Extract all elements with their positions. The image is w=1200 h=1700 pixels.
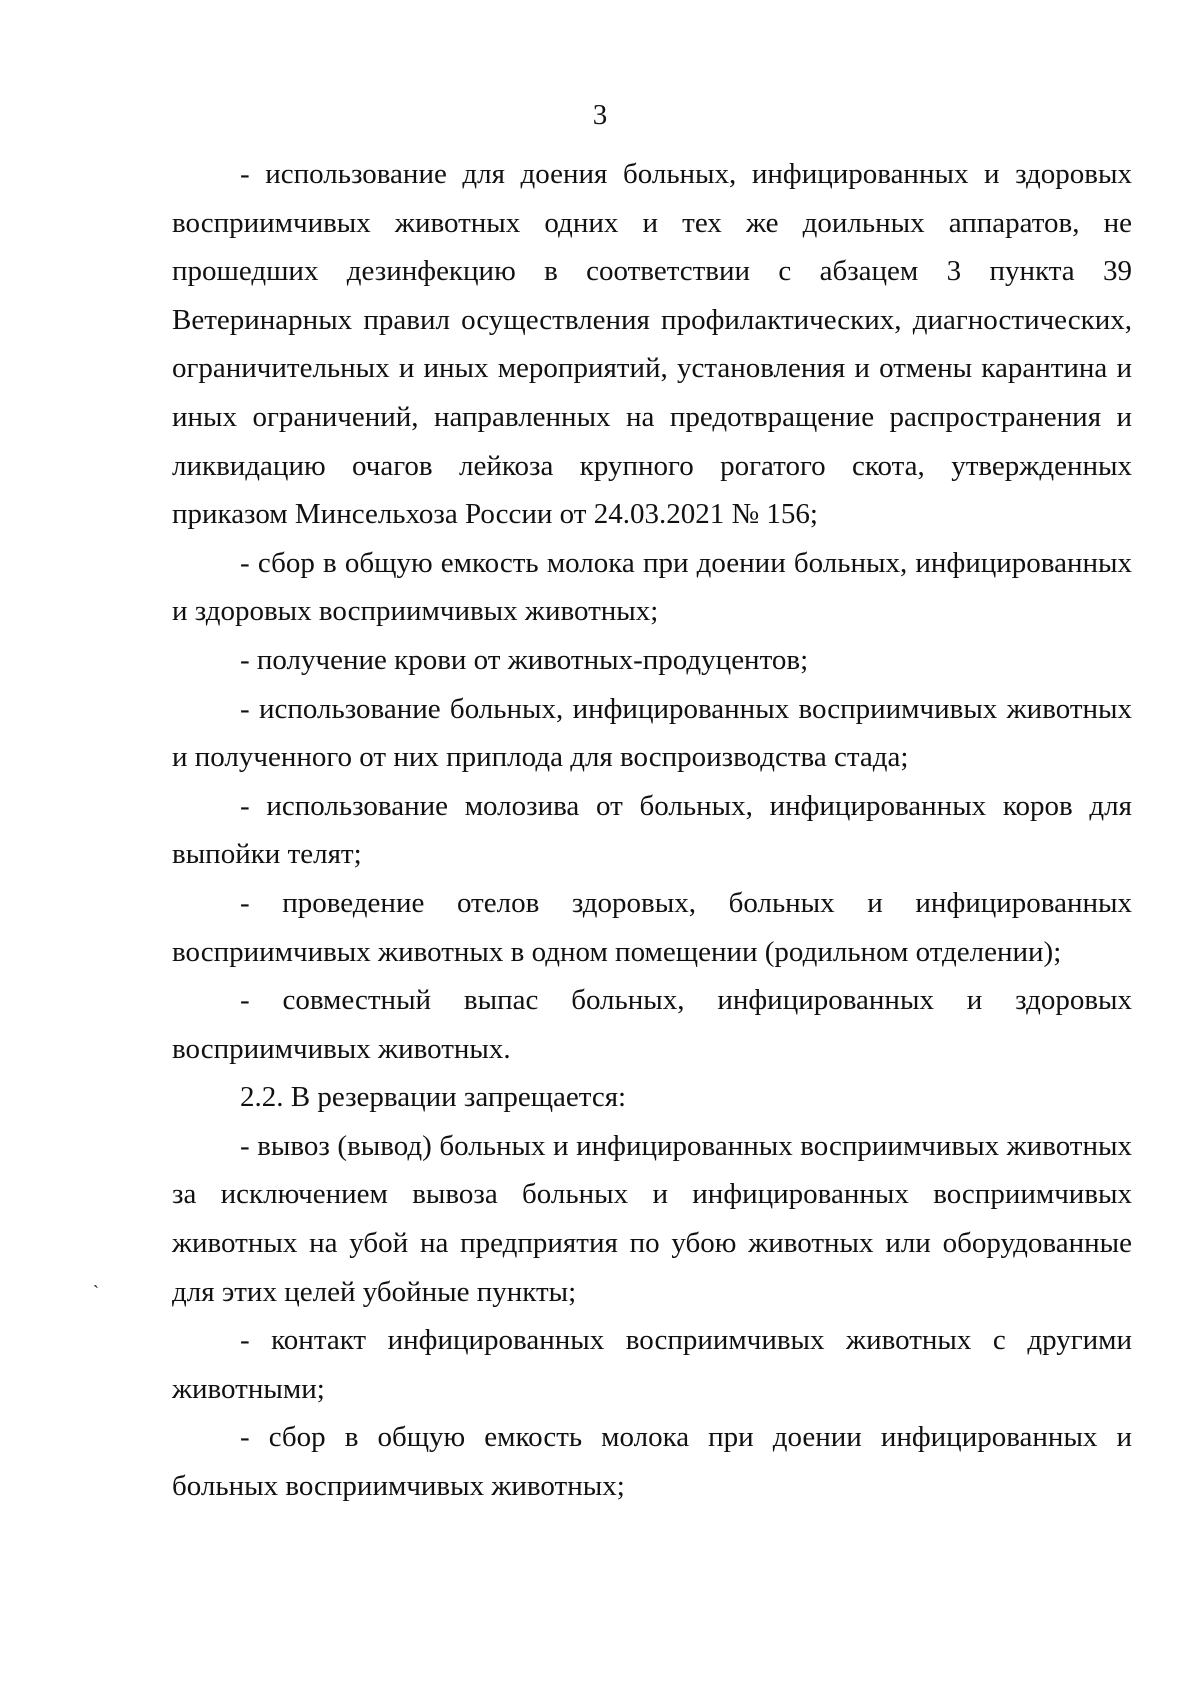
paragraph-blood-collection: - получение крови от животных-продуцентов; [240, 643, 809, 676]
paragraph-removal: - вывоз (вывод) больных и инфицированных восприимчивых животных за исключением вывоза больных и инфицированных восприимчивых животных на убой на предприятия по убою животных или оборудованные для этих целей убойные пункты; [172, 1129, 1132, 1308]
paragraph-milking-equipment: - использование для доения больных, инфицированных и здоровых восприимчивых животных одних и тех же доильных аппаратов, не прошедших дезинфекцию в соответствии с абзацем 3 пункта 39 Ветеринарных правил осуществления профилактических, диагностических, ограничительных и иных мероприятий, установления и отмены карантина и иных ограничений, направленных на предотвращение распространения и ликвидацию очагов лейкоза крупного рогатого скота, утвержденных приказом Минсельхоза России от 24.03.2021 № 156; [172, 158, 1132, 531]
paragraph-grazing: - совместный выпас больных, инфицированных и здоровых восприимчивых животных. [172, 984, 1132, 1065]
document-body [172, 150, 1132, 1511]
section-heading-2-2: 2.2. В резервации запрещается: [240, 1081, 627, 1114]
paragraph-contact: - контакт инфицированных восприимчивых животных с другими животными; [172, 1324, 1132, 1405]
paragraph-colostrum-use: - использование молозива от больных, инфицированных коров для выпойки телят; [172, 789, 1132, 871]
paragraph-breeding-use: - использование больных, инфицированных восприимчивых животных и полученного от них приплода для воспроизводства стада; [172, 692, 1132, 774]
paragraph-milk-collection: - сбор в общую емкость молока при доении больных, инфицированных и здоровых восприимчивых животных; [172, 546, 1132, 628]
paragraph-calving: - проведение отелов здоровых, больных и инфицированных восприимчивых животных в одном помещении (родильном отделении); [172, 886, 1132, 968]
stray-mark: ` [93, 1282, 99, 1302]
paragraph-milk-collection-reservation: - сбор в общую емкость молока при доении инфицированных и больных восприимчивых животных; [172, 1421, 1132, 1503]
page-number: 3 [592, 99, 608, 131]
